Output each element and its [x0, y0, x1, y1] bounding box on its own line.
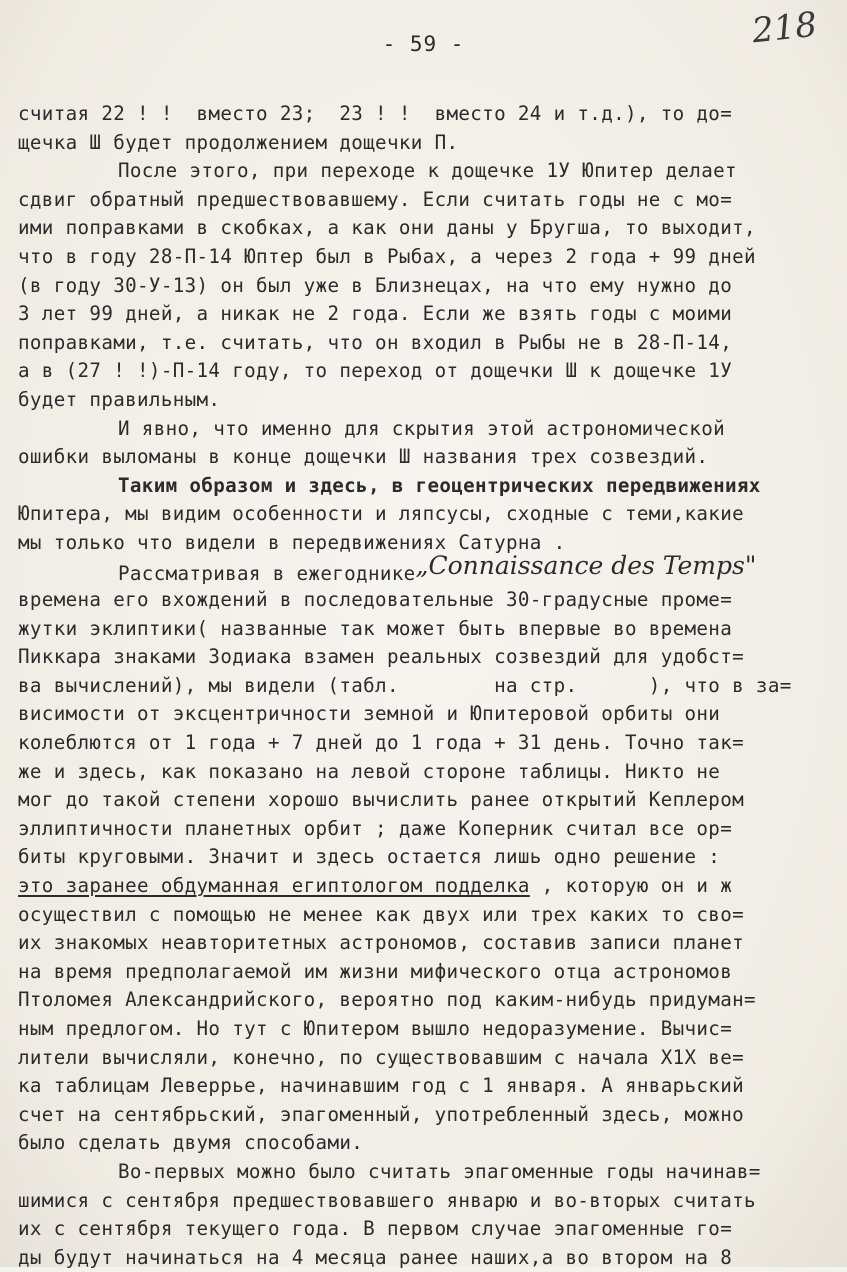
text-line: висимости от эксцентричности земной и Юпитеровой орбиты они: [18, 702, 721, 726]
text-line: щечка Ш будет продолжением дощечки П.: [18, 130, 459, 154]
text-line: на время предполагаемой им жизни мифического отца астрономов: [18, 959, 733, 983]
text-line: мы только что видели в передвижениях Сатурна .: [18, 530, 566, 554]
text-line: Таким образом и здесь, в геоцентрических передвижениях: [118, 473, 761, 497]
text-line: ка таблицам Леверрье, начинавшим год с 1 января. А январьский: [18, 1074, 745, 1098]
text-line: ими поправками в скобках, а как они даны у Бругша, то выходит,: [18, 216, 756, 240]
text-line: (в году 30-У-13) он был уже в Близнецах, на что ему нужно до: [18, 273, 733, 297]
text-line: же и здесь, как показано на левой стороне таблицы. Никто не: [18, 759, 721, 783]
text-line: ва вычислений), мы видели (табл. на стр. ), что в за=: [18, 673, 792, 697]
text-line: сдвиг обратный предшествовавшему. Если считать годы не с мо=: [18, 187, 733, 211]
underlined-phrase: это заранее обдуманная египтологом подделка: [18, 874, 530, 898]
text-line: биты круговыми. Значит и здесь остается лишь одно решение :: [18, 845, 721, 869]
text-line: будет правильным.: [18, 387, 221, 411]
text-line: счет на сентябрьский, эпагоменный, употребленный здесь, можно: [18, 1102, 745, 1126]
text-line: а в (27 ! !)-П-14 году, то переход от дощечки Ш к дощечке 1У: [18, 359, 733, 383]
body-text: [18, 100, 838, 1272]
text-line: было сделать двумя способами.: [18, 1131, 364, 1155]
text-line: 3 лет 99 дней, а никак не 2 года. Если же взять годы с моими: [18, 302, 733, 326]
text-line: времена его вхождений в последовательные 30-градусные проме=: [18, 588, 733, 612]
text-line: ды будут начинаться на 4 месяца ранее наших,а во втором на 8: [18, 1245, 733, 1269]
text-line: Пиккара знаками Зодиака взамен реальных созвездий для удобст=: [18, 645, 745, 669]
text-line: И явно, что именно для скрытия этой астрономической: [118, 416, 725, 440]
text-line: ошибки выломаны в конце дощечки Ш названия трех созвездий.: [18, 445, 709, 469]
text-line: лители вычисляли, конечно, по существовавшим с начала Х1Х ве=: [18, 1045, 745, 1069]
text-line: Во-первых можно было считать эпагоменные годы начинав=: [118, 1159, 761, 1183]
text-line: [18, 550, 838, 587]
text-line: мог до такой степени хорошо вычислить ранее открытий Кеплером: [18, 788, 745, 812]
text-line: Птоломея Александрийского, вероятно под каким-нибудь придуман=: [18, 988, 756, 1012]
text-line: Юпитера, мы видим особенности и ляпсусы, сходные с теми,какие: [18, 502, 745, 526]
text-line: осуществил с помощью не менее как двух или трех каких то сво=: [18, 902, 745, 926]
text-line: их знакомых неавторитетных астрономов, составив записи планет: [18, 931, 745, 955]
archive-number-handwritten: 218: [750, 4, 819, 52]
text-line: [18, 872, 838, 901]
text-line: После этого, при переходе к дощечке 1У Юпитер делает: [118, 159, 737, 183]
text-line: эллиптичности планетных орбит ; даже Коперник считал все ор=: [18, 816, 733, 840]
text-line: что в году 28-П-14 Юптер был в Рыбах, а через 2 года + 99 дней: [18, 244, 756, 268]
text-line: жутки эклиптики( названные так может быть впервые во времена: [18, 616, 733, 640]
text-span: , которую он и ж: [529, 874, 733, 898]
text-line: ным предлогом. Но тут с Юпитером вышло недоразумение. Вычис=: [18, 1017, 733, 1040]
text-line: поправками, т.е. считать, что он входил в Рыбы не в 28-П-14,: [18, 330, 733, 354]
page-number: - 59 -: [382, 32, 465, 56]
text-line: шимися с сентября предшествовавшего январю и во-вторых считать: [18, 1188, 756, 1212]
handwritten-title: „Connaissance des Temps": [415, 550, 757, 580]
text-line: их с сентября текущего года. В первом случае эпагоменные го=: [18, 1217, 733, 1241]
text-line: колеблются от 1 года + 7 дней до 1 года + 31 день. Точно так=: [18, 731, 745, 755]
text-line: считая 22 ! ! вместо 23; 23 ! ! вместо 24 и т.д.), то до=: [18, 102, 733, 125]
text-span: Рассматривая в ежегоднике: [118, 561, 416, 585]
